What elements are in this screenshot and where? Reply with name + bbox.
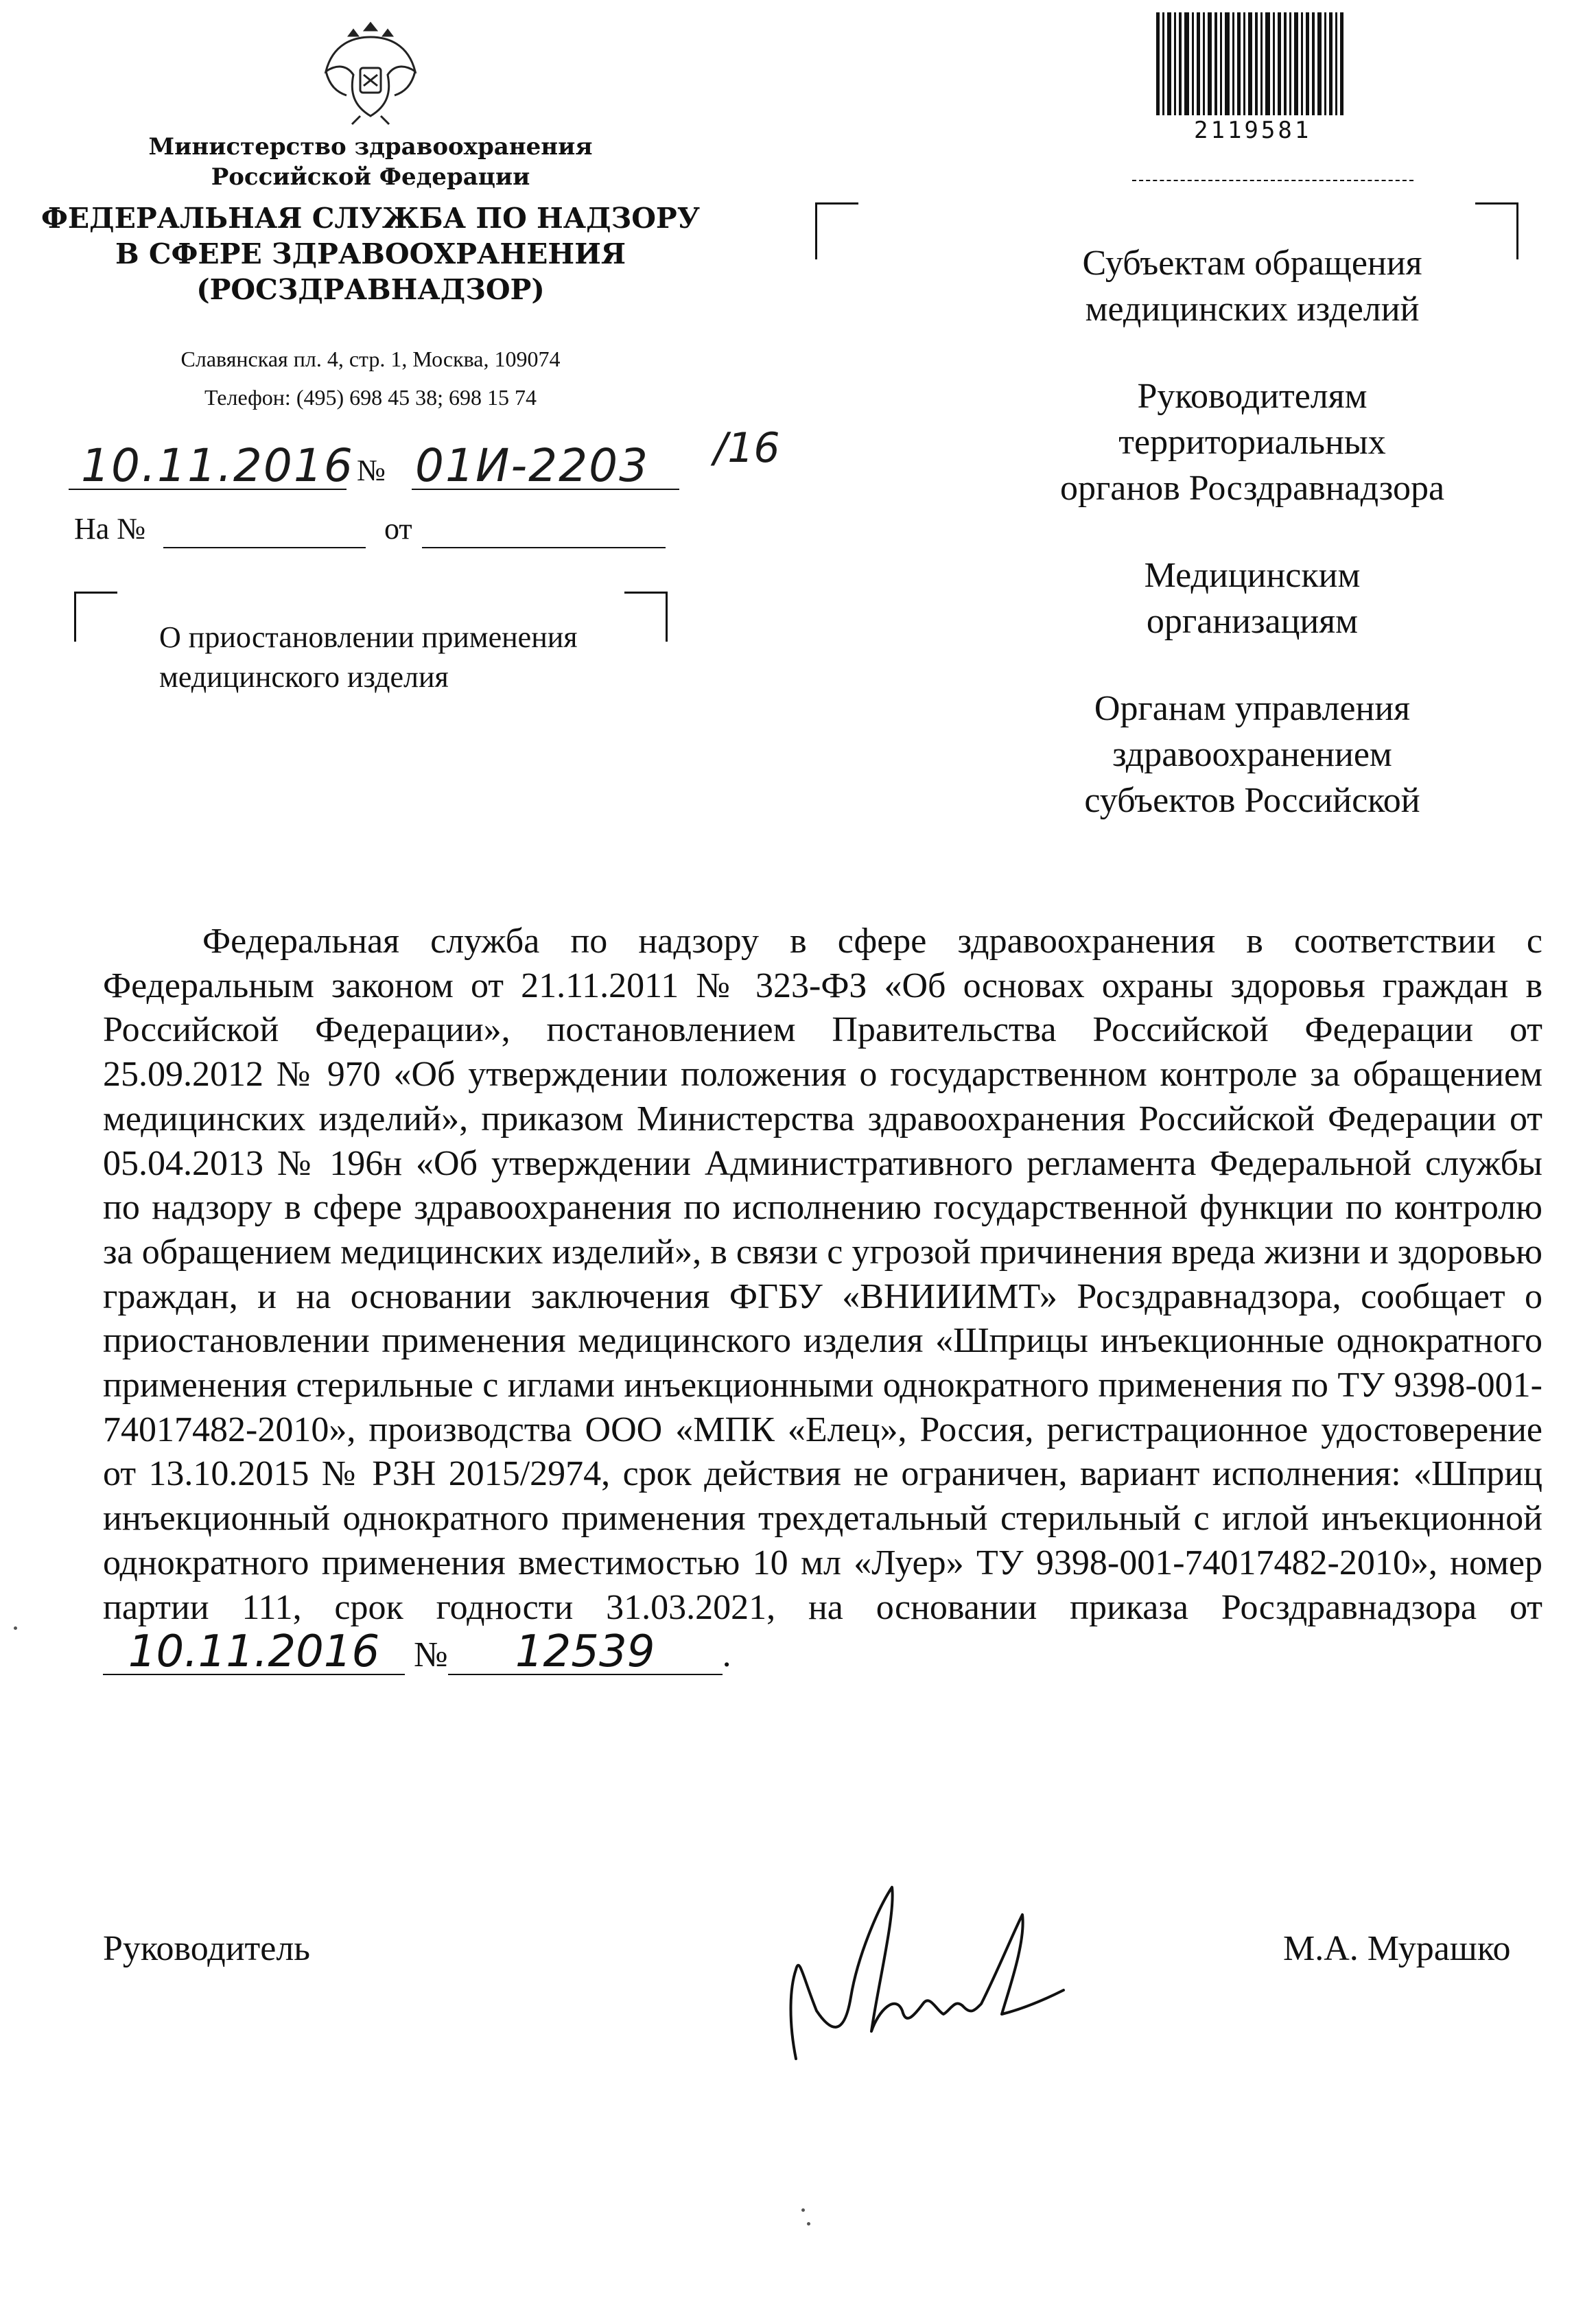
addressee-block: [967, 552, 1537, 644]
body-paragraph: Федеральная служба по надзору в сфере здравоохранения в соответствии с Федеральным законом от 21.11.2011 № 323-ФЗ «Об основах охраны здоровья граждан в Российской Федерации», постановлением Правительства Российской Федерации от 25.09.2012 № 970 «Об утверждении положения о государственном контроле за обращением медицинских изделий», приказом Министерства здравоохранения Российской Федерации от 05.04.2013 № 196н «Об утверждении Административного регламента Федеральной службы по надзору в сфере здравоохранения по исполнению государственной функции по контролю за обращением медицинских изделий», в связи с угрозой причинения вреда жизни и здоровью граждан, и на основании заключения ФГБУ «ВНИИИМТ» Росздравнадзора, сообщает о приостановлении применения медицинского изделия «Шприцы инъекционные однократного применения стерильные с иглами инъекционными однократного применения по ТУ 9398-001-74017482-2010», производства ООО «МПК «Елец», Россия, регистрационное удостоверение от 13.10.2015 № РЗН 2015/2974, срок действия не ограничен, вариант исполнения: «Шприц инъекционный однократного применения трехдетальный стерильный с иглой инъекционной однократного применения вместимостью 10 мл «Луер» ТУ 9398-001-74017482-2010», номер партии 111, срок годности 31.03.2021, на основании приказа Росздравнадзора от: [103, 922, 1542, 1627]
outgoing-number-sign: №: [357, 454, 386, 487]
reference-from-blank: [422, 547, 666, 548]
reference-number-label: На №: [74, 512, 146, 546]
reference-from-label: от: [384, 512, 412, 546]
addressee-block: [967, 240, 1537, 332]
letter-body: [103, 920, 1542, 1678]
addressee-block: [967, 373, 1537, 511]
subject-bracket-left: [74, 592, 117, 642]
addressee-line: медицинских изделий: [1085, 290, 1420, 329]
addressee-line: органов Росздравнадзора: [1059, 469, 1445, 508]
outgoing-number-suffix: /16: [714, 424, 780, 472]
address-line: Славянская пл. 4, стр. 1, Москва, 109074: [180, 347, 561, 371]
phone-line: Телефон: (495) 698 45 38; 698 15 74: [204, 385, 537, 410]
scan-speck: [14, 1626, 17, 1630]
ministry-line-2: Российской Федерации: [211, 163, 530, 191]
order-number-sign: №: [414, 1635, 448, 1675]
subject: [159, 618, 681, 697]
barcode-number: 2119581: [1194, 117, 1312, 144]
service-address: [96, 340, 645, 417]
body-end: .: [722, 1635, 731, 1675]
addressee-line: Руководителям: [1137, 377, 1368, 416]
scan-speck: [807, 2222, 810, 2226]
addressee-line: Медицинским: [1144, 556, 1361, 595]
service-line-3: (РОСЗДРАВНАДЗОР): [196, 273, 545, 306]
outgoing-number: 01И-2203: [415, 439, 650, 492]
coat-of-arms-emblem: [312, 10, 429, 126]
addressee-line: организациям: [1146, 602, 1359, 641]
addressee-line: здравоохранением: [1112, 735, 1392, 774]
reference-number-blank: [163, 547, 366, 548]
order-date: 10.11.2016: [103, 1630, 405, 1675]
service-name: [27, 200, 714, 307]
signatory-role: Руководитель: [103, 1929, 310, 1968]
handwritten-signature: [775, 1873, 1105, 2079]
order-number: 12539: [448, 1630, 723, 1675]
outgoing-number-underline: [412, 489, 679, 490]
signatory-name: М.А. Мурашко: [1283, 1929, 1511, 1968]
ministry-name: [124, 132, 618, 192]
ministry-line-1: Министерство здравоохранения: [148, 133, 593, 161]
addressee-line: Субъектам обращения: [1082, 244, 1422, 283]
service-line-2: В СФЕРЕ ЗДРАВООХРАНЕНИЯ: [115, 237, 626, 270]
outgoing-date-underline: [69, 489, 347, 490]
barcode-dashed-line: [1132, 180, 1413, 181]
addressee-block: [967, 686, 1537, 824]
barcode: [1156, 7, 1345, 122]
addressee-bracket-left: [815, 202, 858, 259]
addressee-line: территориальных: [1118, 423, 1386, 462]
subject-line-1: О приостановлении применения: [159, 620, 578, 654]
subject-line-2: медицинского изделия: [159, 660, 449, 694]
addressee-line: субъектов Российской: [1084, 781, 1420, 820]
outgoing-date: 10.11.2016: [81, 439, 354, 492]
scan-speck: [801, 2208, 805, 2212]
addressee-line: Органам управления: [1094, 689, 1411, 728]
addressees: [967, 240, 1537, 865]
service-line-1: ФЕДЕРАЛЬНАЯ СЛУЖБА ПО НАДЗОРУ: [40, 202, 701, 235]
